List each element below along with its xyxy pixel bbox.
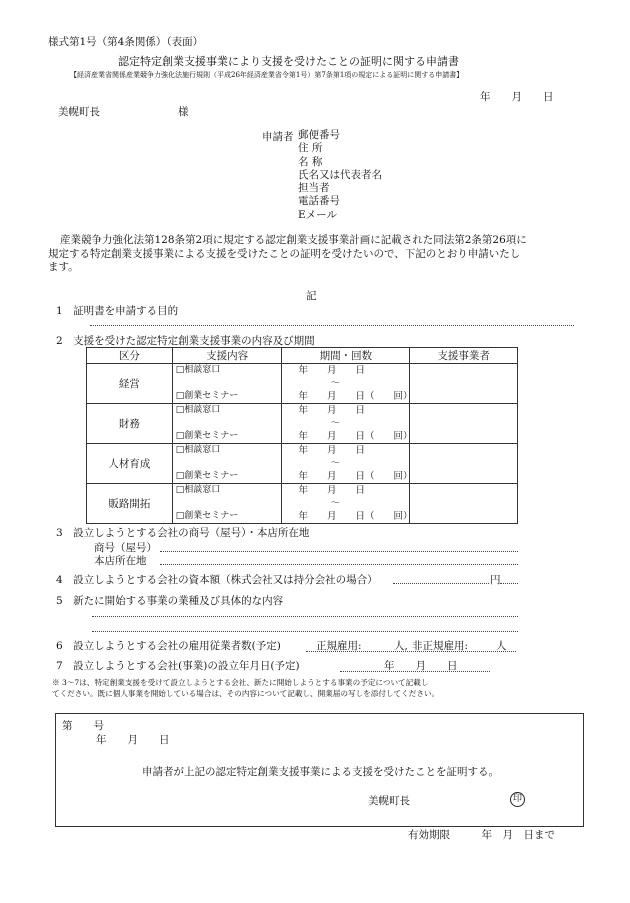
period-end: 年 月 日（ 回） xyxy=(298,431,413,442)
period-end: 年 月 日（ 回） xyxy=(298,511,413,522)
item-1-input-line[interactable] xyxy=(90,325,574,326)
item-6-label: 6 設立しようとする会社の雇用従業者数(予定) xyxy=(56,640,281,652)
checkbox-seminar[interactable]: □創業セミナー xyxy=(175,471,239,481)
period-start: 年 月 日 xyxy=(298,445,365,456)
applicant-field-phone: 電話番号 xyxy=(298,195,340,208)
applicant-heading: 申請者 xyxy=(262,131,294,143)
period-start: 年 月 日 xyxy=(298,365,365,376)
applicant-field-address: 住 所 xyxy=(298,142,323,155)
period-end: 年 月 日（ 回） xyxy=(298,391,413,402)
item-1-label: 1 証明書を申請する目的 xyxy=(56,305,179,317)
item-4-capital-input[interactable] xyxy=(393,583,489,584)
item-4-unit-line xyxy=(500,583,518,584)
period-tilde: ～ xyxy=(330,458,340,469)
cert-date: 年 月 日 xyxy=(96,734,170,746)
table-row xyxy=(87,444,518,484)
checkbox-consult[interactable]: □相談窓口 xyxy=(175,365,221,375)
row-period xyxy=(282,484,413,524)
applicant-field-contact-person: 担当者 xyxy=(298,182,330,195)
body-text-line: ます。 xyxy=(48,261,79,273)
item-5-input-line[interactable] xyxy=(92,631,518,632)
item-3-label: 3 設立しようとする会社の商号（屋号）・本店所在地 xyxy=(56,527,310,539)
application-date: 年 月 日 xyxy=(480,91,554,103)
note xyxy=(52,677,439,699)
table-row xyxy=(87,404,518,444)
checkbox-consult[interactable]: □相談窓口 xyxy=(175,405,221,415)
row-content xyxy=(172,444,282,484)
row-content xyxy=(172,484,282,524)
header-provider: 支援事業者 xyxy=(410,348,518,364)
row-period xyxy=(282,364,413,404)
row-provider[interactable] xyxy=(410,484,518,524)
applicant-field-email: Eメール xyxy=(298,208,337,221)
row-category: 経営 xyxy=(87,364,173,404)
item-6-regular-label: 正規雇用: xyxy=(316,640,362,652)
note-line: ※ 3～7は、特定創業支援を受けて設立しようとする会社、新たに開始しようとする事業の予定について記載し xyxy=(52,678,429,687)
item-6-nonregular-label: 非正規雇用: xyxy=(412,640,469,652)
period-start: 年 月 日 xyxy=(298,405,365,416)
honorific: 様 xyxy=(178,106,189,118)
body-text-line: 規定する特定創業支援事業による支援を受けたことの証明を受けたいので、下記のとおり申請いたし xyxy=(48,247,521,260)
cert-statement: 申請者が上記の認定特定創業支援事業による支援を受けたことを証明する。 xyxy=(142,766,499,778)
seal-icon: 印 xyxy=(510,792,525,807)
period-tilde: ～ xyxy=(330,378,340,389)
applicant-fields xyxy=(298,129,382,222)
checkbox-consult[interactable]: □相談窓口 xyxy=(175,445,221,455)
item-3-trade-name-label: 商号（屋号） xyxy=(94,542,157,554)
table-row xyxy=(87,484,518,524)
period-tilde: ～ xyxy=(330,418,340,429)
note-line: てください。既に個人事業を開始している場合は、その内容について記載し、開業届の写しを添付してください。 xyxy=(52,689,440,698)
item-5-label: 5 新たに開始する事業の業種及び具体的な内容 xyxy=(56,595,284,607)
applicant-field-postal: 郵便番号 xyxy=(298,129,340,141)
row-category: 人材育成 xyxy=(87,444,173,484)
item-3-trade-name-input[interactable] xyxy=(160,551,518,552)
table-row xyxy=(87,364,518,404)
row-provider[interactable] xyxy=(410,444,518,484)
row-content xyxy=(172,404,282,444)
applicant-field-representative: 氏名又は代表者名 xyxy=(298,168,382,181)
body-text xyxy=(48,234,527,275)
checkbox-seminar[interactable]: □創業セミナー xyxy=(175,391,239,401)
row-content xyxy=(172,364,282,404)
cert-signer: 美幌町長 xyxy=(368,795,410,807)
header-content: 支援内容 xyxy=(172,348,282,364)
support-table xyxy=(86,347,518,524)
item-3-address-label: 本店所在地 xyxy=(94,555,147,567)
item-6-input-line[interactable] xyxy=(306,651,516,652)
body-text-line: 産業競争力強化法第128条第2項に規定する認定創業支援事業計画に記載された同法第2条第26項に xyxy=(60,234,527,246)
validity-period: 有効期限 年 月 日まで xyxy=(408,829,555,841)
item-7-input-line[interactable] xyxy=(340,671,490,672)
item-5-input-line[interactable] xyxy=(92,616,518,617)
checkbox-consult[interactable]: □相談窓口 xyxy=(175,485,221,495)
item-7-date: 年 月 日 xyxy=(384,660,458,672)
row-category: 財務 xyxy=(87,404,173,444)
form-label: 様式第1号（第4条関係）（表面） xyxy=(48,36,204,48)
ki-heading: 記 xyxy=(306,290,317,302)
item-4-unit: 円 xyxy=(490,574,501,586)
item-2-label: 2 支援を受けた認定特定創業支援事業の内容及び期間 xyxy=(56,335,315,347)
row-period xyxy=(282,444,413,484)
checkbox-seminar[interactable]: □創業セミナー xyxy=(175,431,239,441)
addressee: 美幌町長 xyxy=(58,106,100,118)
period-tilde: ～ xyxy=(330,498,340,509)
row-period xyxy=(282,404,413,444)
item-4-label: 4 設立しようとする会社の資本額（株式会社又は持分会社の場合） xyxy=(56,574,378,586)
certification-box xyxy=(55,713,584,827)
item-6-nonregular-unit: 人 xyxy=(496,640,507,652)
period-start: 年 月 日 xyxy=(298,485,365,496)
row-category: 販路開拓 xyxy=(87,484,173,524)
support-table-header xyxy=(87,348,518,364)
cert-number: 第 号 xyxy=(62,720,104,732)
period-end: 年 月 日（ 回） xyxy=(298,471,413,482)
header-period: 期間・回数 xyxy=(282,348,410,364)
page-title: 認定特定創業支援事業により支援を受けたことの証明に関する申請書 xyxy=(118,55,459,68)
header-category: 区分 xyxy=(87,348,173,364)
item-7-label: 7 設立しようとする会社(事業)の設立年月日(予定) xyxy=(56,660,300,672)
row-provider[interactable] xyxy=(410,364,518,404)
item-3-address-input[interactable] xyxy=(160,564,518,565)
page-subtitle: 【経済産業省関係産業競争力強化法施行規則（平成26年経済産業省令第1号）第7条第1項の規定による証明に関する申請書】 xyxy=(70,71,464,79)
applicant-field-name: 名 称 xyxy=(298,155,323,168)
row-provider[interactable] xyxy=(410,404,518,444)
checkbox-seminar[interactable]: □創業セミナー xyxy=(175,511,239,521)
item-6-regular-unit: 人, xyxy=(394,640,408,652)
